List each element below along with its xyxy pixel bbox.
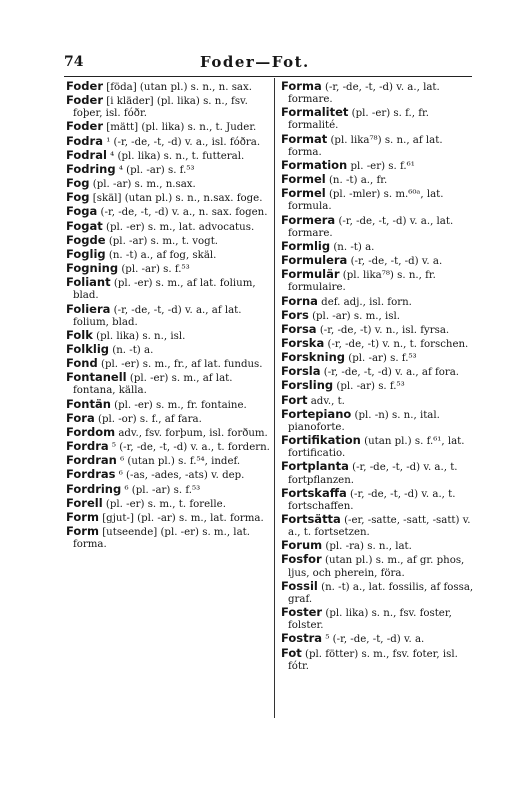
dictionary-entry xyxy=(66,426,270,440)
dictionary-entry xyxy=(66,177,270,191)
entry-headword: Formulera xyxy=(281,253,348,268)
dictionary-entry xyxy=(66,303,270,329)
entry-definition: (n. -t) a. xyxy=(112,344,154,356)
entry-headword: Fortsätta xyxy=(281,512,341,526)
entry-definition: pl. -er) s. f.⁶¹ xyxy=(350,160,415,172)
entry-definition: [i kläder] (pl. lika) s. n., fsv. foþer, isl. fóðr. xyxy=(73,96,248,120)
entry-definition: (pl. -ar) s. f.⁵³ xyxy=(348,353,417,365)
dictionary-entry xyxy=(66,191,270,205)
dictionary-entry xyxy=(66,483,270,497)
entry-headword: Fodring xyxy=(66,161,116,176)
entry-definition: (pl. -er) s. m., lat. advocatus. xyxy=(106,221,255,233)
entry-headword: Fontän xyxy=(66,396,111,411)
entry-headword: Fossil xyxy=(281,578,318,593)
dictionary-entry xyxy=(66,149,270,163)
entry-definition: (-r, -de, -t) v. n., t. forschen. xyxy=(327,338,469,350)
dictionary-entry xyxy=(281,214,479,240)
entry-headword: Fogde xyxy=(66,232,106,247)
entry-headword: Fortplanta xyxy=(281,459,349,474)
dictionary-entry xyxy=(66,94,270,120)
dictionary-entry xyxy=(281,254,479,268)
entry-definition: (-r, -de, -t, -d) v. a., t. fortpflanzen. xyxy=(288,462,458,486)
entry-definition: (pl. -ar) s. f.⁵³ xyxy=(121,264,190,276)
dictionary-entry xyxy=(66,329,270,343)
entry-definition: (pl. -mler) s. m.⁶⁰ᵃ, lat. formula. xyxy=(288,189,444,213)
entry-headword: Formalitet xyxy=(281,105,349,120)
entry-headword: Forsla xyxy=(281,364,321,379)
dictionary-entry xyxy=(66,412,270,426)
entry-definition: ⁶ (pl. -ar) s. f.⁵³ xyxy=(124,484,201,496)
dictionary-entry xyxy=(66,163,270,177)
entry-headword: Fordring xyxy=(66,481,122,496)
entry-headword: Folk xyxy=(66,327,93,342)
entry-headword: Formulär xyxy=(281,267,340,282)
entry-definition: (pl. -er) s. m., af lat. folium, blad. xyxy=(73,278,256,302)
dictionary-entry xyxy=(281,133,479,159)
entry-definition: (pl. -er) s. m., fr., af lat. fundus. xyxy=(100,359,263,371)
entry-definition: ⁶ (utan pl.) s. f.⁵⁴, indef. xyxy=(120,456,241,468)
dictionary-entry xyxy=(281,365,479,379)
dictionary-entry xyxy=(66,525,270,551)
dictionary-entry xyxy=(281,295,479,309)
entry-definition: [gjut-] (pl. -ar) s. m., lat. forma. xyxy=(102,512,264,524)
entry-headword: Form xyxy=(66,509,99,524)
entry-definition: [skäl] (utan pl.) s. n., n.sax. foge. xyxy=(92,193,263,205)
dictionary-entry xyxy=(281,513,479,539)
dictionary-entry xyxy=(281,647,479,673)
entry-definition: (-r, -de, -t, -d) v. a., lat. formare. xyxy=(288,82,440,106)
dictionary-entry xyxy=(66,135,270,149)
entry-headword: Formation xyxy=(281,157,348,172)
entry-definition: adv., t. xyxy=(310,395,345,407)
dictionary-entry xyxy=(281,606,479,632)
entry-headword: Fortepiano xyxy=(281,406,352,421)
entry-headword: Foster xyxy=(281,605,323,620)
entry-headword: Fordras xyxy=(66,467,116,482)
entry-definition: [utseende] (pl. -er) s. m., lat. forma. xyxy=(73,527,250,551)
entry-definition: (pl. -n) s. n., ital. pianoforte. xyxy=(288,409,440,433)
dictionary-entry xyxy=(281,379,479,393)
entry-definition: (pl. -or) s. f., af fara. xyxy=(97,413,202,425)
entry-headword: Forna xyxy=(281,293,318,308)
header-rule xyxy=(64,76,472,77)
entry-headword: Fora xyxy=(66,410,95,425)
dictionary-entry xyxy=(281,309,479,323)
entry-definition: (n. -t) a., fr. xyxy=(328,175,388,187)
dictionary-entry xyxy=(281,106,479,132)
entry-definition: (pl. -er) s. m., fr. fontaine. xyxy=(114,399,247,411)
dictionary-entry xyxy=(66,468,270,482)
entry-definition: adv., fsv. forþum, isl. forðum. xyxy=(118,427,268,439)
entry-definition: (pl. -ar) s. f.⁵³ xyxy=(336,381,405,393)
entry-headword: Foga xyxy=(66,204,98,219)
dictionary-entry xyxy=(281,460,479,486)
entry-definition: (-r, -de, -t, -d) v. a. xyxy=(350,256,443,268)
dictionary-entry xyxy=(281,80,479,106)
entry-definition: (pl. -er) s. m., t. forelle. xyxy=(105,498,226,510)
dictionary-entry xyxy=(66,80,270,94)
left-column xyxy=(66,80,270,551)
right-column xyxy=(281,80,479,673)
entry-definition: (n. -t) a., af fog, skäl. xyxy=(108,249,217,261)
dictionary-entry xyxy=(281,337,479,351)
entry-definition: (pl. lika) s. n., isl. xyxy=(96,330,186,342)
entry-definition: (pl. -ar) s. m., isl. xyxy=(312,310,400,322)
entry-headword: Fodral xyxy=(66,147,107,162)
entry-definition: (pl. -ra) s. n., lat. xyxy=(325,541,412,553)
dictionary-entry xyxy=(281,187,479,213)
entry-headword: Forum xyxy=(281,538,323,553)
entry-headword: Fostra xyxy=(281,631,323,646)
entry-definition: ⁶ (-as, -ades, -ats) v. dep. xyxy=(118,470,245,482)
entry-headword: Fog xyxy=(66,190,90,205)
entry-headword: Fogning xyxy=(66,261,119,276)
dictionary-entry xyxy=(66,440,270,454)
entry-headword: Fordra xyxy=(66,439,109,454)
dictionary-entry xyxy=(281,580,479,606)
dictionary-entry xyxy=(281,408,479,434)
entry-headword: Forska xyxy=(281,335,325,350)
entry-definition: ⁵ (-r, -de, -t, -d) v. a. xyxy=(325,634,425,646)
entry-headword: Form xyxy=(66,524,99,538)
dictionary-entry xyxy=(66,357,270,371)
dictionary-entry xyxy=(66,205,270,219)
entry-headword: Formlig xyxy=(281,238,331,253)
dictionary-entry xyxy=(281,553,479,579)
entry-definition: (pl. -er) s. m., af lat. fontana, källa. xyxy=(73,373,233,397)
entry-headword: Format xyxy=(281,131,328,146)
entry-definition: (-r, -de, -t, -d) v. a., af fora. xyxy=(323,367,460,379)
entry-headword: Fort xyxy=(281,392,308,407)
entry-definition: (pl. -ar) s. m., t. vogt. xyxy=(108,235,219,247)
dictionary-entry xyxy=(281,434,479,460)
entry-definition: (-r, -de, -t, -d) v. a., n. sax. fogen. xyxy=(100,207,268,219)
dictionary-entry xyxy=(66,276,270,302)
dictionary-entry xyxy=(281,173,479,187)
entry-definition: ⁴ (pl. lika) s. n., t. futteral. xyxy=(110,150,245,162)
entry-headword: Foder xyxy=(66,93,103,108)
entry-headword: Forsling xyxy=(281,378,334,393)
dictionary-entry xyxy=(281,394,479,408)
dictionary-entry xyxy=(66,248,270,262)
entry-definition: (-r, -de, -t) v. n., isl. fyrsa. xyxy=(319,324,450,336)
entry-headword: Forskning xyxy=(281,350,346,365)
entry-definition: (n. -t) a. xyxy=(333,241,375,253)
dictionary-entry xyxy=(66,120,270,134)
dictionary-entry xyxy=(281,487,479,513)
entry-headword: Fortifikation xyxy=(281,433,361,448)
entry-definition: [mätt] (pl. lika) s. n., t. Juder. xyxy=(106,122,257,134)
dictionary-entry xyxy=(281,323,479,337)
entry-definition: (-r, -de, -t, -d) v. a., af lat. folium, blad. xyxy=(73,304,242,328)
entry-headword: Fog xyxy=(66,176,90,191)
dictionary-entry xyxy=(281,240,479,254)
entry-headword: Formel xyxy=(281,172,326,187)
entry-definition: (-er, -satte, -satt, -satt) v. a., t. fortsetzen. xyxy=(288,515,471,539)
entry-headword: Fordom xyxy=(66,424,116,439)
entry-headword: Formel xyxy=(281,186,326,201)
dictionary-entry xyxy=(281,159,479,173)
entry-headword: Fontanell xyxy=(66,370,127,385)
dictionary-entry xyxy=(66,220,270,234)
dictionary-entry xyxy=(66,398,270,412)
page-number: 74 xyxy=(64,54,84,70)
column-divider xyxy=(274,78,275,718)
entry-definition: (pl. -er) s. f., fr. formalité. xyxy=(288,108,430,132)
entry-headword: Forell xyxy=(66,495,103,510)
entry-definition: def. adj., isl. forn. xyxy=(321,296,412,308)
entry-definition: (pl. lika) s. n., fsv. foster, folster. xyxy=(288,608,452,632)
entry-headword: Fordran xyxy=(66,453,117,468)
dictionary-entry xyxy=(281,632,479,646)
entry-headword: Fond xyxy=(66,356,98,371)
entry-definition: ⁴ (pl. -ar) s. f.⁵³ xyxy=(118,164,195,176)
dictionary-entry xyxy=(281,268,479,294)
entry-definition: [föda] (utan pl.) s. n., n. sax. xyxy=(106,82,252,93)
entry-headword: Foliera xyxy=(66,301,111,316)
entry-headword: Fosfor xyxy=(281,552,322,567)
entry-definition: (pl. fötter) s. m., fsv. foter, isl. fótr. xyxy=(288,648,458,672)
entry-headword: Fot xyxy=(281,645,302,660)
entry-headword: Fogat xyxy=(66,218,103,233)
entry-definition: (n. -t) a., lat. fossilis, af fossa, graf. xyxy=(288,581,474,605)
entry-headword: Forma xyxy=(281,79,322,93)
entry-headword: Formera xyxy=(281,212,336,227)
entry-definition: (utan pl.) s. f.⁶¹, lat. fortificatio. xyxy=(288,436,465,460)
dictionary-entry xyxy=(66,454,270,468)
entry-definition: (-r, -de, -t, -d) v. a., t. fortschaffen. xyxy=(288,488,456,512)
dictionary-entry xyxy=(66,511,270,525)
dictionary-entry xyxy=(66,497,270,511)
entry-headword: Foder xyxy=(66,79,103,93)
entry-definition: (pl. -ar) s. m., n.sax. xyxy=(92,179,196,191)
page-title: Foder—Fot. xyxy=(200,53,310,71)
entry-headword: Fodra xyxy=(66,133,103,148)
entry-definition: (-r, -de, -t, -d) v. a., lat. formare. xyxy=(288,215,454,239)
entry-headword: Fors xyxy=(281,307,309,322)
entry-definition: ¹ (-r, -de, -t, -d) v. a., isl. fóðra. xyxy=(106,136,261,148)
entry-headword: Fortskaffa xyxy=(281,485,347,500)
entry-headword: Foder xyxy=(66,119,103,134)
dictionary-entry xyxy=(66,234,270,248)
dictionary-entry xyxy=(281,539,479,553)
entry-definition: (utan pl.) s. m., af gr. phos, ljus, och pherein, föra. xyxy=(288,555,465,579)
dictionary-entry xyxy=(66,262,270,276)
entry-definition: ⁵ (-r, -de, -t, -d) v. a., t. fordern. xyxy=(111,442,270,454)
dictionary-entry xyxy=(66,371,270,397)
entry-definition: (pl. lika⁷⁸) s. n., fr. formulaire. xyxy=(288,270,436,294)
entry-headword: Foliant xyxy=(66,275,111,290)
entry-headword: Folklig xyxy=(66,341,109,356)
entry-headword: Foglig xyxy=(66,246,106,261)
entry-headword: Forsa xyxy=(281,321,317,336)
dictionary-entry xyxy=(66,343,270,357)
entry-definition: (pl. lika⁷⁸) s. n., af lat. forma. xyxy=(288,134,443,158)
dictionary-entry xyxy=(281,351,479,365)
